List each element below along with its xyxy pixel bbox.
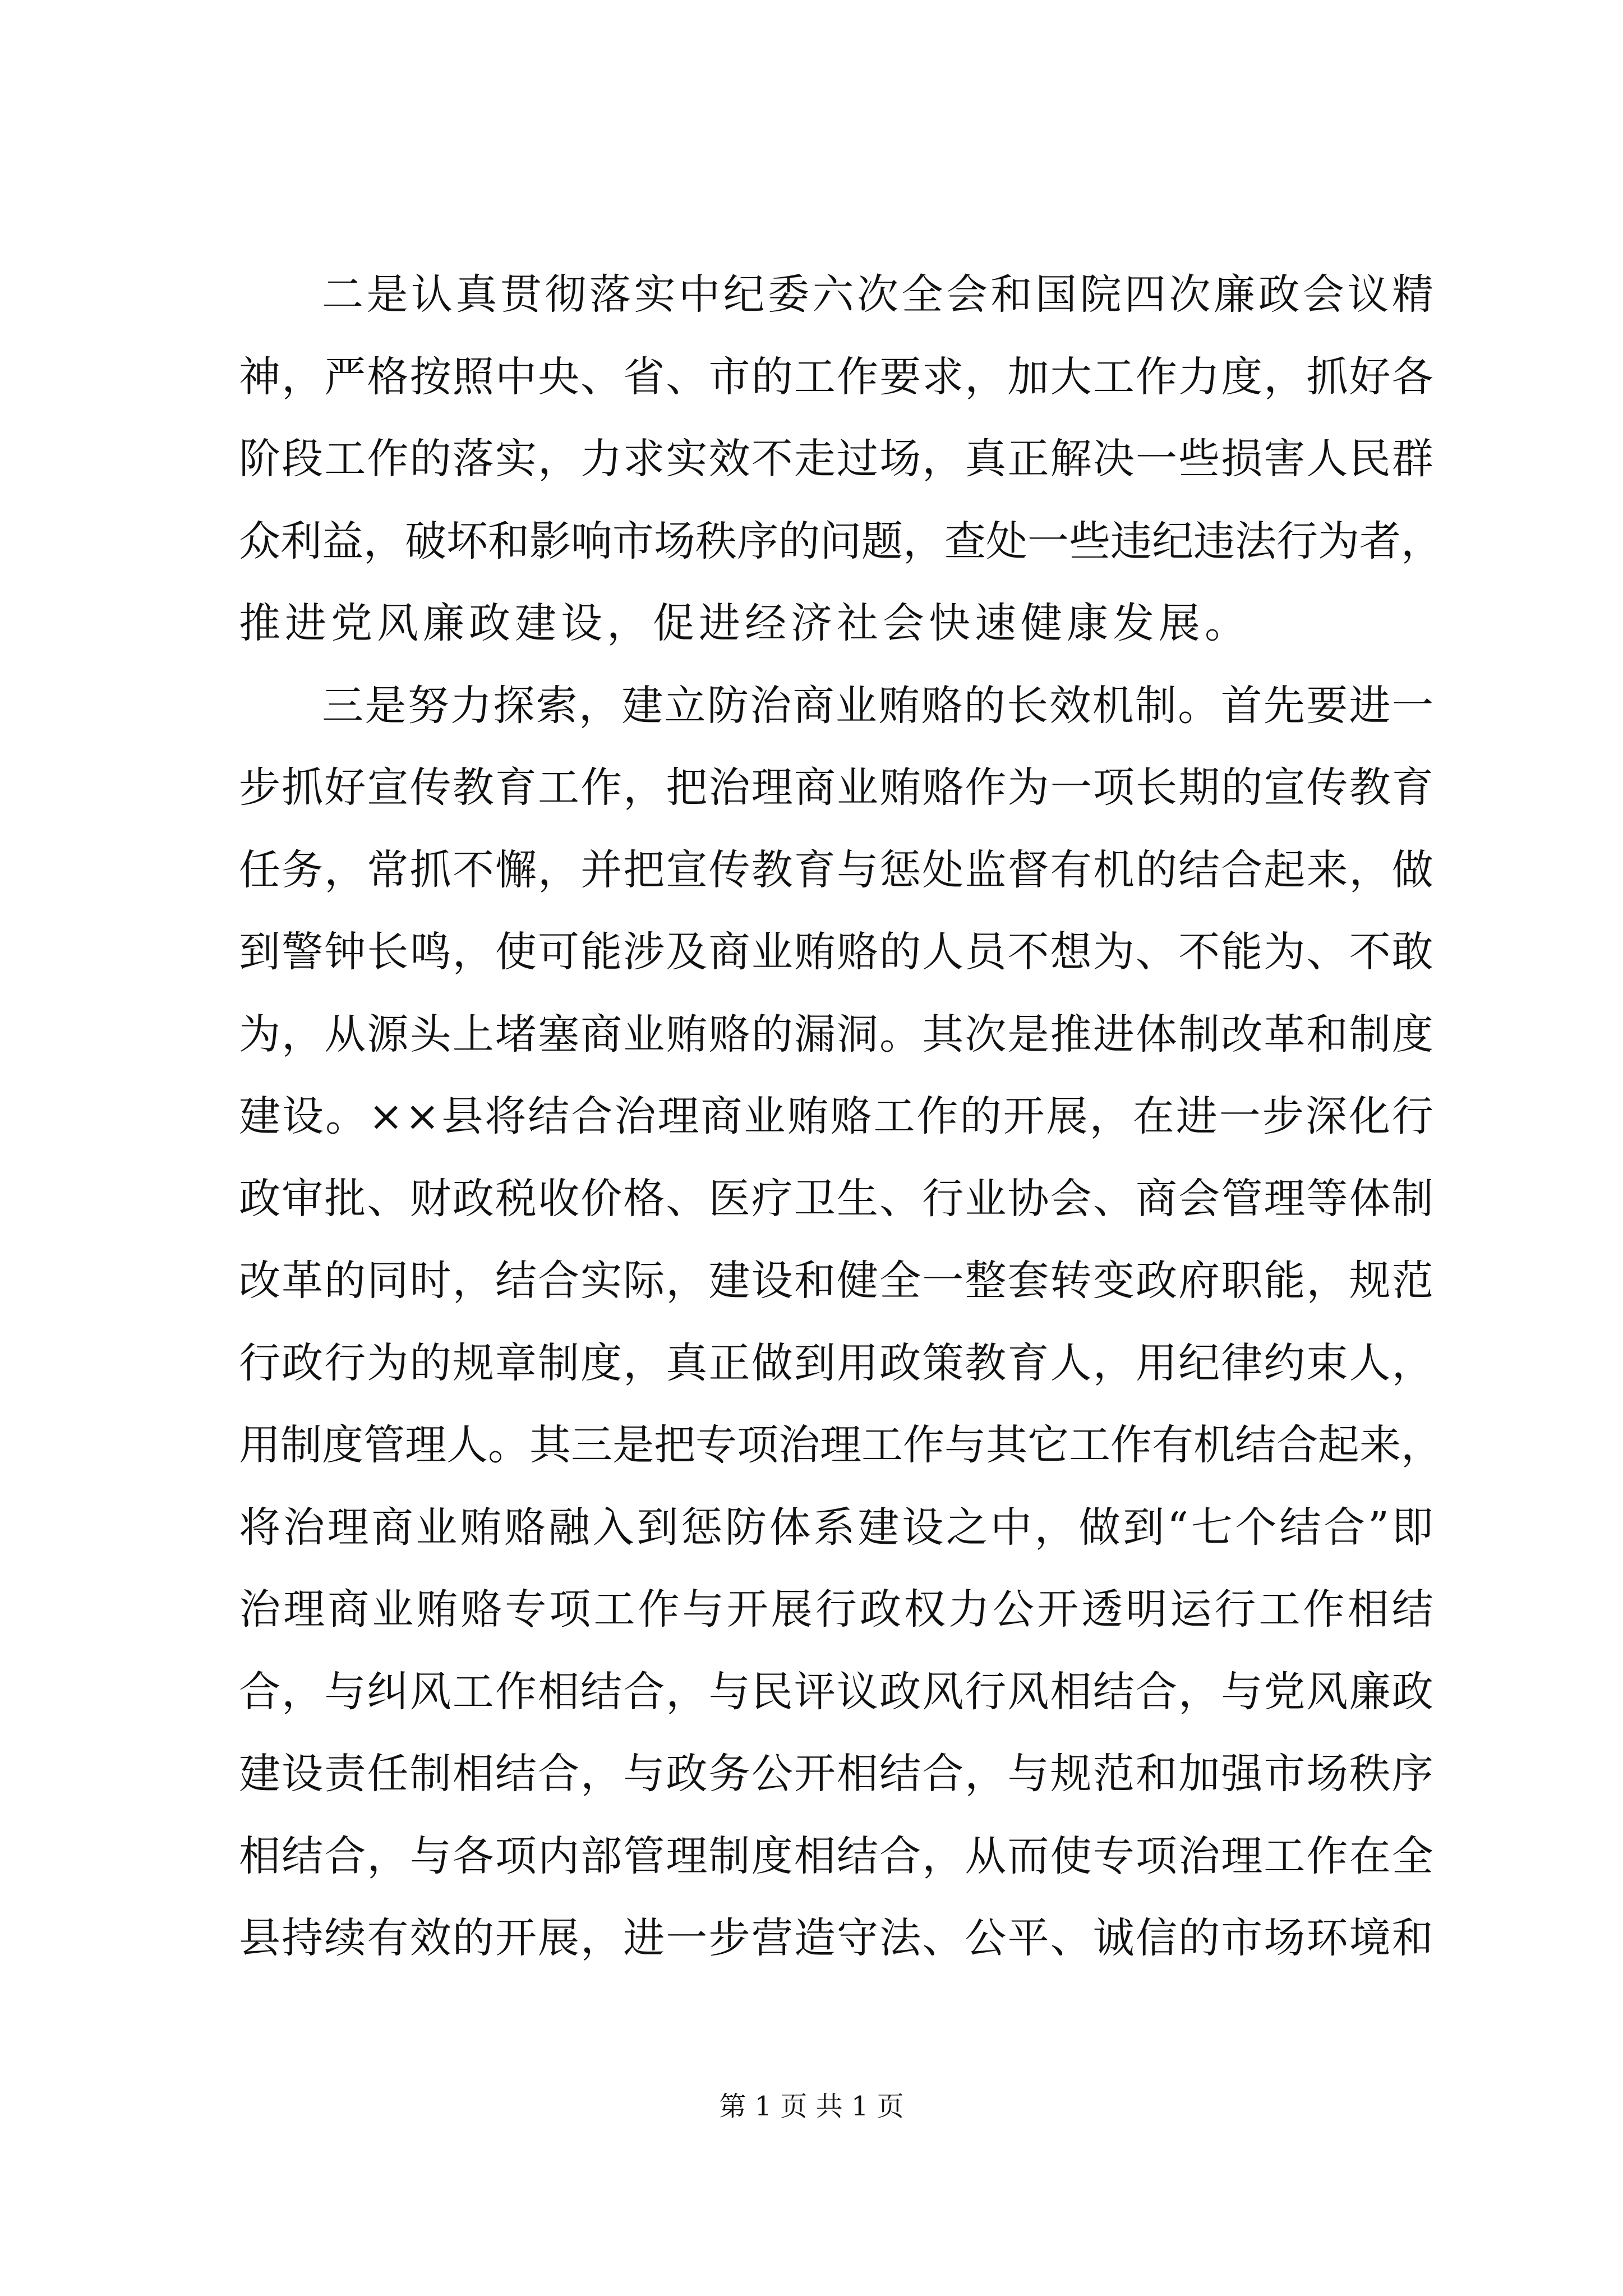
- text-line: 二 是 认 真 贯 彻 落 实 中 纪 委 六 次 全 会 和 国 院 四 次 廉 政 会 议 精: [322, 270, 1433, 319]
- text-line: 建 设 责 任 制 相 结 合 ， 与 政 务 公 开 相 结 合 ， 与 规 范 和 加 强 市 场 秩 序: [239, 1750, 1433, 1798]
- text-line: 相 结 合 ， 与 各 项 内 部 管 理 制 度 相 结 合 ， 从 而 使 专 项 治 理 工 作 在 全: [239, 1832, 1433, 1880]
- text-line: 阶 段 工 作 的 落 实 ， 力 求 实 效 不 走 过 场 ， 真 正 解 决 一 些 损 害 人 民 群: [239, 435, 1433, 483]
- page-footer: 第 1 页 共 1 页: [719, 2091, 904, 2122]
- document-body: [239, 254, 1442, 1980]
- text-line: 改 革 的 同 时 ， 结 合 实 际 ， 建 设 和 健 全 一 整 套 转 变 政 府 职 能 ， 规 范: [239, 1257, 1433, 1305]
- text-line: 步 抓 好 宣 传 教 育 工 作 ， 把 治 理 商 业 贿 赂 作 为 一 项 长 期 的 宣 传 教 育: [239, 763, 1433, 812]
- text-line: 为 ， 从 源 头 上 堵 塞 商 业 贿 赂 的 漏 洞 。 其 次 是 推 进 体 制 改 革 和 制 度: [239, 1010, 1433, 1059]
- text-line: 建 设 。 × × 县 将 结 合 治 理 商 业 贿 赂 工 作 的 开 展 ， 在 进 一 步 深 化 行: [239, 1092, 1433, 1140]
- text-line: 行 政 行 为 的 规 章 制 度 ， 真 正 做 到 用 政 策 教 育 人 ， 用 纪 律 约 束 人 ，: [239, 1338, 1433, 1387]
- text-line: 神 ， 严 格 按 照 中 央 、 省 、 市 的 工 作 要 求 ， 加 大 工 作 力 度 ， 抓 好 各: [239, 352, 1433, 401]
- text-line: 到 警 钟 长 鸣 ， 使 可 能 涉 及 商 业 贿 赂 的 人 员 不 想 为 、 不 能 为 、 不 敢: [239, 928, 1433, 976]
- text-line: 县 持 续 有 效 的 开 展 ， 进 一 步 营 造 守 法 、 公 平 、 诚 信 的 市 场 环 境 和: [239, 1914, 1433, 1962]
- text-line: 用 制 度 管 理 人 。 其 三 是 把 专 项 治 理 工 作 与 其 它 工 作 有 机 结 合 起 来 ，: [239, 1421, 1442, 1469]
- text-line: 众 利 益 ， 破 坏 和 影 响 市 场 秩 序 的 问 题 ， 查 处 一 些 违 纪 违 法 行 为 者 ，: [239, 517, 1442, 565]
- text-line: 将 治 理 商 业 贿 赂 融 入 到 惩 防 体 系 建 设 之 中 ， 做 到 “ 七 个 结 合 ” 即: [239, 1503, 1433, 1552]
- text-line: 推 进 党 风 廉 政 建 设 ， 促 进 经 济 社 会 快 速 健 康 发 展 。: [239, 599, 1251, 647]
- paragraph: [239, 665, 1442, 1980]
- text-line: 任 务 ， 常 抓 不 懈 ， 并 把 宣 传 教 育 与 惩 处 监 督 有 机 的 结 合 起 来 ， 做: [239, 845, 1433, 894]
- paragraph: [239, 254, 1442, 665]
- text-line: 治 理 商 业 贿 赂 专 项 工 作 与 开 展 行 政 权 力 公 开 透 明 运 行 工 作 相 结: [239, 1585, 1433, 1634]
- text-line: 合 ， 与 纠 风 工 作 相 结 合 ， 与 民 评 议 政 风 行 风 相 结 合 ， 与 党 风 廉 政: [239, 1667, 1433, 1716]
- text-line: 政 审 批 、 财 政 税 收 价 格 、 医 疗 卫 生 、 行 业 协 会 、 商 会 管 理 等 体 制: [239, 1174, 1433, 1223]
- text-line: 三 是 努 力 探 索 ， 建 立 防 治 商 业 贿 赂 的 长 效 机 制 。 首 先 要 进 一: [322, 681, 1433, 730]
